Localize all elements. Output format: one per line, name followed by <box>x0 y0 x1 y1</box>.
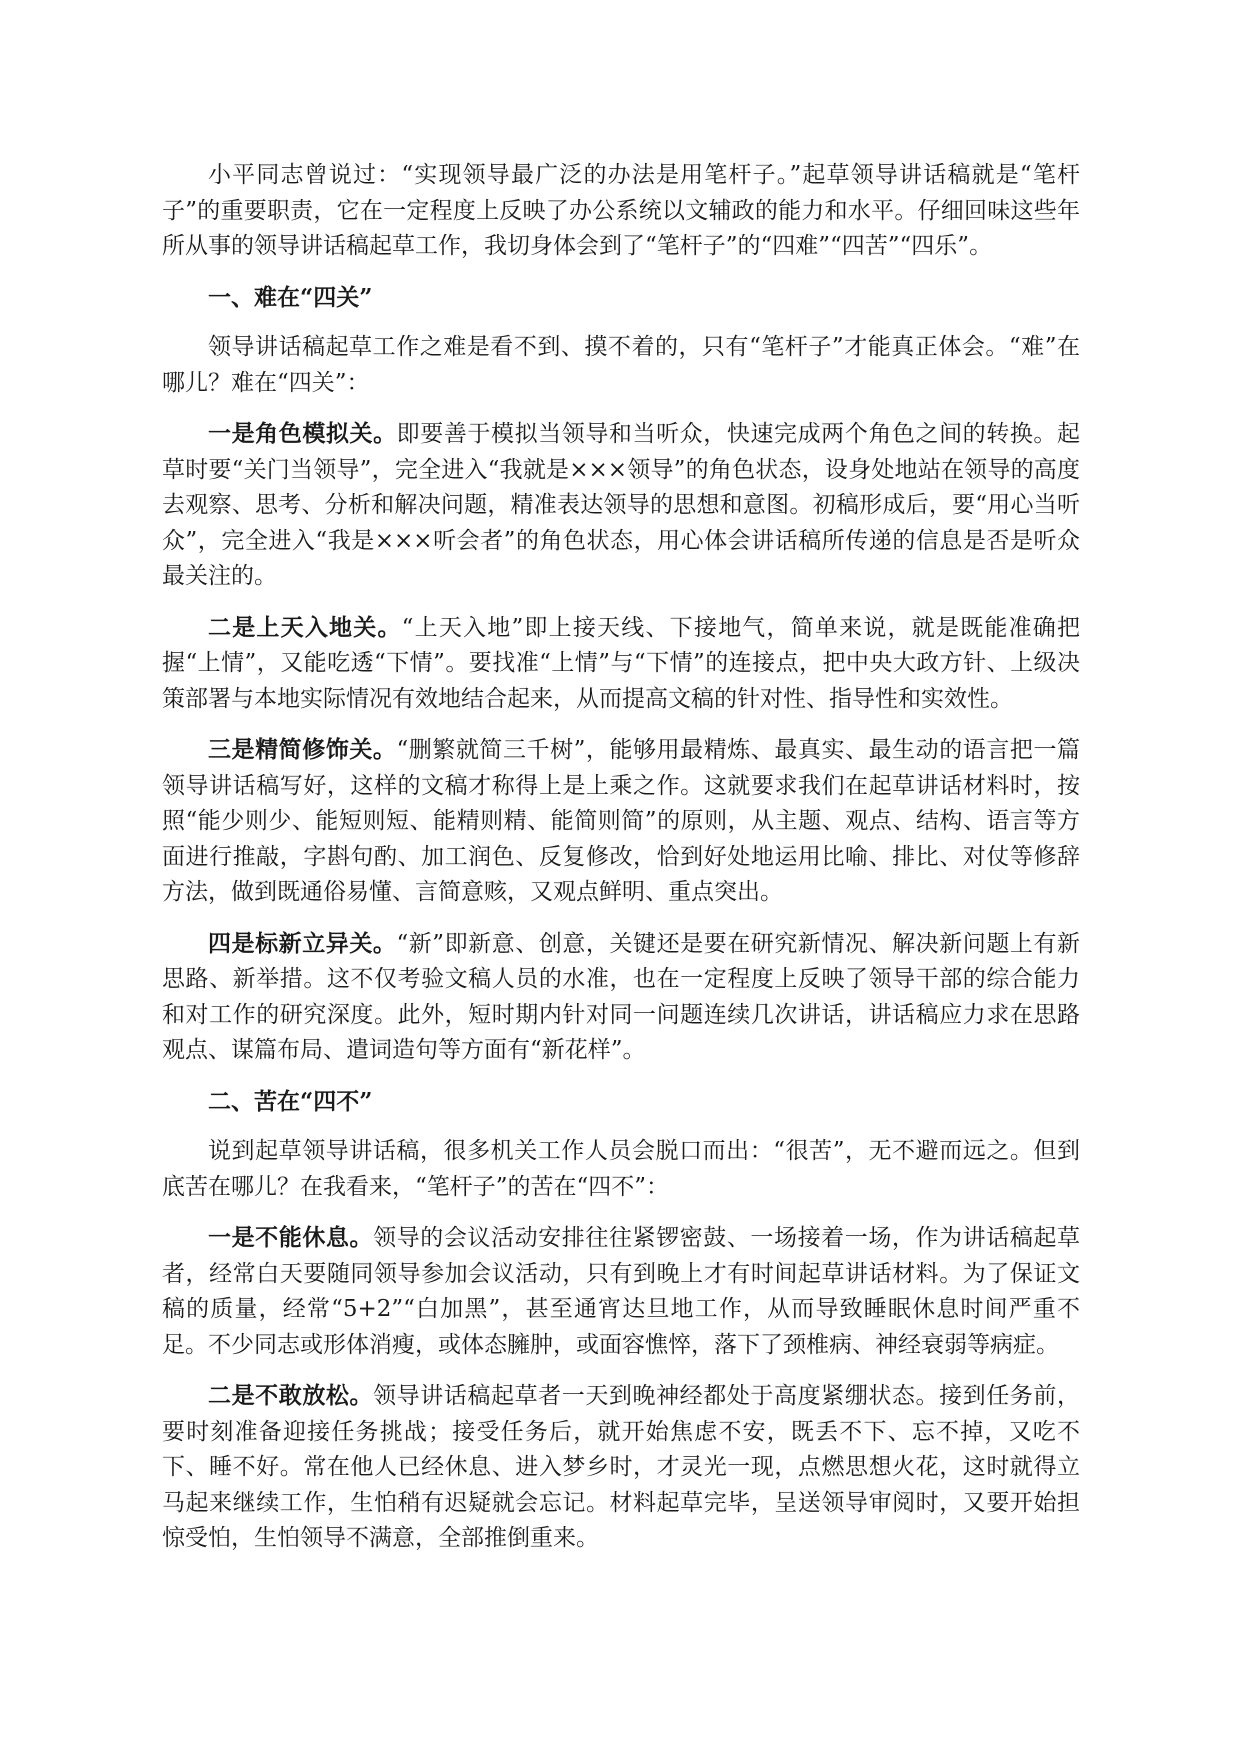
item-text: 领导讲话稿起草者一天到晚神经都处于高度紧绷状态。接到任务前，要时刻准备迎接任务挑战；接受任务后，就开始焦虑不安，既丢不下、忘不掉，又吃不下、睡不好。常在他人已经休息、进入梦乡时，才灵光一现，点燃思想火花，这时就得立马起来继续工作，生怕稍有迟疑就会忘记。材料起草完毕，呈送领导审阅时，又要开始担惊受怕，生怕领导不满意，全部推倒重来。 <box>162 1383 1081 1551</box>
section-1-item-2 <box>162 610 1080 718</box>
item-text: 领导的会议活动安排往往紧锣密鼓、一场接着一场，作为讲话稿起草者，经常白天要随同领导参加会议活动，只有到晚上才有时间起草讲话材料。为了保证文稿的质量，经常“5+2”“白加黑”，甚至通宵达旦地工作，从而导致睡眠休息时间严重不足。不少同志或形体消瘦，或体态臃肿，或面容憔悴，落下了颈椎病、神经衰弱等病症。 <box>162 1225 1081 1358</box>
item-lead: 二是不敢放松。 <box>208 1382 374 1409</box>
intro-paragraph: 小平同志曾说过：“实现领导最广泛的办法是用笔杆子。”起草领导讲话稿就是“笔杆子”的重要职责，它在一定程度上反映了办公系统以文辅政的能力和水平。仔细回味这些年所从事的领导讲话稿起草工作，我切身体会到了“笔杆子”的“四难”“四苦”“四乐”。 <box>162 162 1080 259</box>
section-2-intro: 说到起草领导讲话稿，很多机关工作人员会脱口而出：“很苦”，无不避而远之。但到底苦在哪儿？在我看来，“笔杆子”的苦在“四不”： <box>162 1138 1080 1200</box>
item-lead: 三是精简修饰关。 <box>208 736 397 763</box>
section-2-item-2 <box>162 1378 1080 1557</box>
document-page <box>162 158 1080 1572</box>
item-lead: 二是上天入地关。 <box>208 613 402 641</box>
section-1-item-4 <box>162 926 1080 1069</box>
section-1-item-3 <box>162 732 1080 911</box>
item-text: 即要善于模拟当领导和当听众，快速完成两个角色之间的转换。起草时要“关门当领导”，完全进入“我就是×××领导”的角色状态，设身处地站在领导的高度去观察、思考、分析和解决问题，精准表达领导的思想和意图。初稿形成后，要“用心当听众”，完全进入“我是×××听会者”的角色状态，用心体会讲话稿所传递的信息是否是听众最关注的。 <box>162 421 1081 589</box>
item-lead: 一是不能休息。 <box>208 1224 374 1251</box>
section-2-item-1 <box>162 1220 1080 1363</box>
section-1-intro: 领导讲话稿起草工作之难是看不到、摸不着的，只有“笔杆子”才能真正体会。“难”在哪儿？难在“四关”： <box>162 334 1080 396</box>
item-text: “删繁就简三千树”，能够用最精炼、最真实、最生动的语言把一篇领导讲话稿写好，这样的文稿才称得上是上乘之作。这就要求我们在起草讲话材料时，按照“能少则少、能短则短、能精则精、能简则简”的原则，从主题、观点、结构、语言等方面进行推敲，字斟句酌、加工润色、反复修改，恰到好处地运用比喻、排比、对仗等修辞方法，做到既通俗易懂、言简意赅，又观点鲜明、重点突出。 <box>162 737 1080 905</box>
item-lead: 四是标新立异关。 <box>208 929 397 957</box>
item-text: “上天入地”即上接天线、下接地气，简单来说，就是既能准确把握“上情”，又能吃透“下情”。要找准“上情”与“下情”的连接点，把中央大政方针、上级决策部署与本地实际情况有效地结合起来，从而提高文稿的针对性、指导性和实效性。 <box>162 614 1080 712</box>
item-text: “新”即新意、创意，关键还是要在研究新情况、解决新问题上有新思路、新举措。这不仅考验文稿人员的水准，也在一定程度上反映了领导干部的综合能力和对工作的研究深度。此外，短时期内针对同一问题连续几次讲话，讲话稿应力求在思路观点、谋篇布局、遣词造句等方面有“新花样”。 <box>162 930 1080 1063</box>
section-1-item-1 <box>162 416 1080 595</box>
item-lead: 一是角色模拟关。 <box>208 420 397 447</box>
section-2-heading: 二、苦在“四不” <box>208 1087 373 1115</box>
section-1-heading: 一、难在“四关” <box>208 283 373 311</box>
